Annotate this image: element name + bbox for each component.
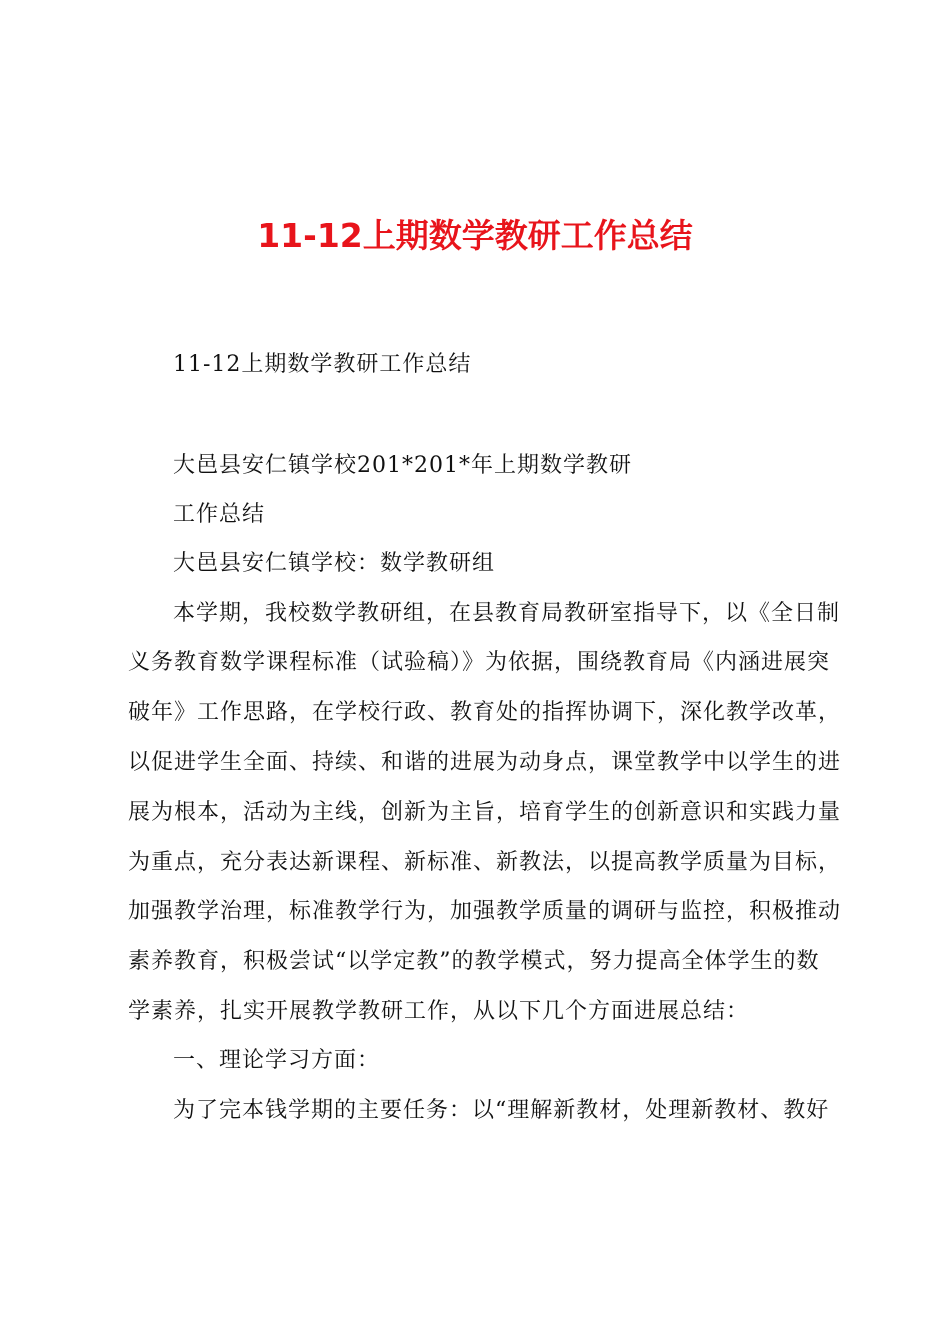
section-heading: 一、理论学习方面： xyxy=(173,1048,381,1073)
document-title: 11-12上期数学教研工作总结 xyxy=(257,216,693,255)
school-line: 大邑县安仁镇学校201*201*年上期数学教研 xyxy=(173,453,632,478)
subtitle-line: 11-12上期数学教研工作总结 xyxy=(173,352,472,377)
summary-line: 工作总结 xyxy=(173,502,266,527)
paragraph-line-2: 义务教育数学课程标准（试验稿）》为依据，围绕教育局《内涵进展突 xyxy=(128,650,831,675)
paragraph-line-4: 以促进学生全面、持续、和谐的进展为动身点，课堂教学中以学生的进 xyxy=(128,750,842,775)
paragraph-line-8: 素养教育，积极尝试“以学定教”的教学模式，努力提高全体学生的数 xyxy=(128,949,820,974)
paragraph-line-6: 为重点，充分表达新课程、新标准、新教法，以提高教学质量为目标， xyxy=(128,850,842,875)
section-paragraph-line-1: 为了完本钱学期的主要任务：以“理解新教材，处理新教材、教好 xyxy=(173,1098,830,1123)
paragraph-line-1: 本学期，我校数学教研组，在县教育局教研室指导下，以《全日制 xyxy=(173,601,841,626)
paragraph-line-3: 破年》工作思路，在学校行政、教育处的指挥协调下，深化教学改革， xyxy=(128,700,842,725)
paragraph-line-5: 展为根本，活动为主线，创新为主旨，培育学生的创新意识和实践力量 xyxy=(128,800,842,825)
group-line: 大邑县安仁镇学校：数学教研组 xyxy=(173,551,496,576)
paragraph-line-7: 加强教学治理，标准教学行为，加强教学质量的调研与监控，积极推动 xyxy=(128,899,842,924)
paragraph-line-9: 学素养，扎实开展教学教研工作，从以下几个方面进展总结： xyxy=(128,999,750,1024)
